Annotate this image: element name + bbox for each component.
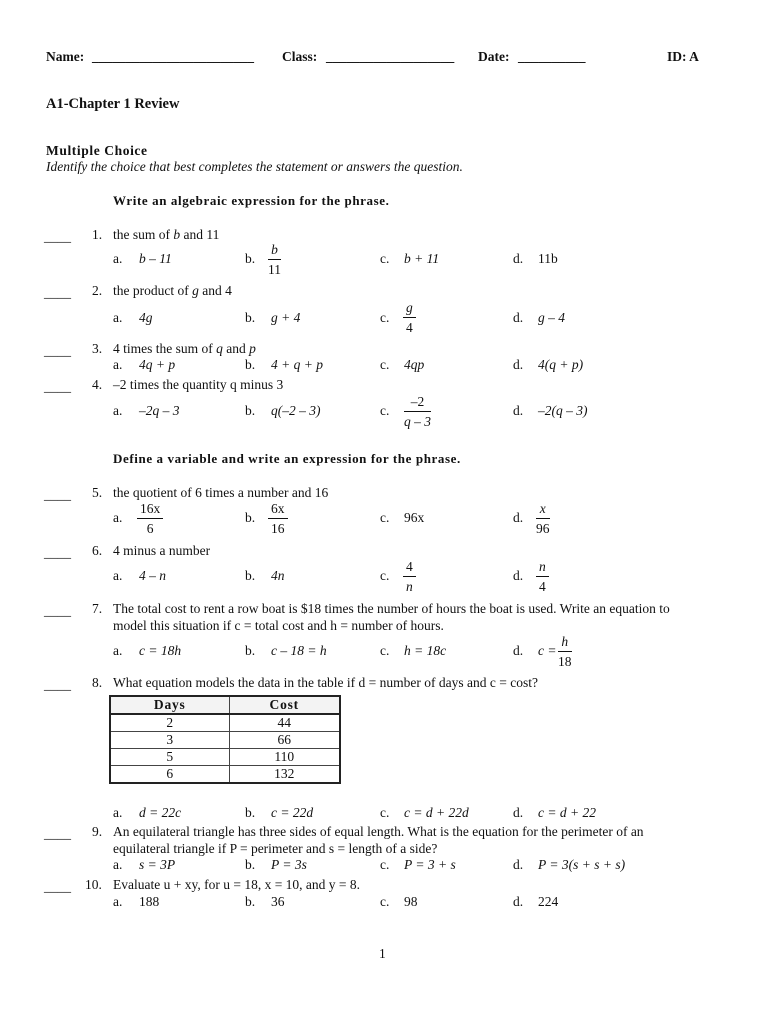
class-label: Class: xyxy=(282,49,318,64)
table-header: Cost xyxy=(229,696,340,714)
answer-blank-3[interactable]: ____ xyxy=(44,343,71,358)
choice-letter: b. xyxy=(245,894,256,909)
question-prompt-1: the sum of b and 11 xyxy=(113,227,220,242)
date-label: Date: xyxy=(478,49,510,64)
choice-letter: b. xyxy=(245,403,256,418)
answer-blank-10[interactable]: ____ xyxy=(44,879,71,894)
choice-text[interactable]: 4q + p xyxy=(139,357,176,372)
question-prompt-3: 4 times the sum of q and p xyxy=(113,341,256,356)
class-blank[interactable]: ___________________ xyxy=(326,49,455,64)
choice-text[interactable]: 4g xyxy=(139,310,153,325)
id-label: ID: A xyxy=(667,49,699,64)
table-row: 3 66 xyxy=(110,732,340,749)
choice-letter: d. xyxy=(513,568,524,583)
question-prompt-7-line1: The total cost to rent a row boat is $18 times the number of hours the boat is used. Write an equation to xyxy=(113,601,670,616)
choice-letter: c. xyxy=(380,568,390,583)
choice-letter: d. xyxy=(513,251,524,266)
answer-blank-5[interactable]: ____ xyxy=(44,487,71,502)
answer-blank-4[interactable]: ____ xyxy=(44,379,71,394)
choice-text[interactable]: P = 3s xyxy=(271,857,307,872)
choice-letter: a. xyxy=(113,805,123,820)
choice-fraction[interactable]: $\frac{-2}{q - 3}$ xyxy=(404,394,431,429)
choice-letter: d. xyxy=(513,357,524,372)
choice-letter: a. xyxy=(113,403,123,418)
choice-letter: a. xyxy=(113,643,123,658)
choice-letter: c. xyxy=(380,643,390,658)
choice-text[interactable]: 4(q + p) xyxy=(538,357,584,372)
choice-letter: a. xyxy=(113,510,123,525)
choice-letter: a. xyxy=(113,357,123,372)
choice-text[interactable]: 4n xyxy=(271,568,285,583)
choice-letter: c. xyxy=(380,251,390,266)
question-prompt-9-line1: An equilateral triangle has three sides of equal length. What is the equation for the perimeter of an xyxy=(113,824,644,839)
name-label: Name: xyxy=(46,49,85,64)
question-prompt-8: What equation models the data in the table if d = number of days and c = cost? xyxy=(113,675,538,690)
choice-text[interactable]: 224 xyxy=(538,894,559,909)
answer-blank-8[interactable]: ____ xyxy=(44,677,71,692)
question-prompt-2: the product of g and 4 xyxy=(113,283,232,298)
answer-blank-2[interactable]: ____ xyxy=(44,285,71,300)
question-prompt-10: Evaluate u + xy, for u = 18, x = 10, and y = 8. xyxy=(113,877,361,892)
date-blank[interactable]: __________ xyxy=(518,49,586,64)
answer-blank-1[interactable]: ____ xyxy=(44,229,71,244)
choice-text[interactable]: –2q – 3 xyxy=(139,403,180,418)
choice-text[interactable]: g – 4 xyxy=(538,310,565,325)
answer-blank-7[interactable]: ____ xyxy=(44,603,71,618)
choice-text[interactable]: c = d + 22 xyxy=(538,805,596,820)
choice-text[interactable]: q(–2 – 3) xyxy=(271,403,321,418)
question-prompt-4: –2 times the quantity q minus 3 xyxy=(113,377,284,392)
question-number-8: 8. xyxy=(92,675,103,690)
section-heading-1: Write an algebraic expression for the phrase. xyxy=(113,193,390,208)
choice-letter: c. xyxy=(380,510,390,525)
table-row: 6 132 xyxy=(110,766,340,784)
choice-text[interactable]: 4 – n xyxy=(139,568,166,583)
choice-letter: b. xyxy=(245,357,256,372)
choice-letter: a. xyxy=(113,568,123,583)
choice-text[interactable]: g + 4 xyxy=(271,310,301,325)
choice-text[interactable]: s = 3P xyxy=(139,857,176,872)
question-number-6: 6. xyxy=(92,543,103,558)
choice-letter: a. xyxy=(113,251,123,266)
choice-text[interactable]: c – 18 = h xyxy=(271,643,327,658)
choice-letter: d. xyxy=(513,857,524,872)
choice-letter: c. xyxy=(380,310,390,325)
choice-fraction[interactable]: $\frac{x}{96}$ xyxy=(536,501,550,536)
question-prompt-5: the quotient of 6 times a number and 16 xyxy=(113,485,329,500)
choice-text[interactable]: 96x xyxy=(404,510,425,525)
page-number: 1 xyxy=(379,946,386,961)
choice-text[interactable]: 4qp xyxy=(404,357,425,372)
choice-letter: c. xyxy=(380,894,390,909)
choice-fraction[interactable]: $\frac{h}{18}$ xyxy=(558,634,572,669)
choice-text[interactable]: b + 11 xyxy=(404,251,440,266)
choice-fraction[interactable]: $\frac{6x}{16}$ xyxy=(268,502,288,535)
choice-fraction[interactable]: $\frac{4}{n}$ xyxy=(403,560,416,593)
question-number-4: 4. xyxy=(92,377,103,392)
choice-letter: a. xyxy=(113,894,123,909)
choice-text[interactable]: c = d + 22d xyxy=(404,805,469,820)
choice-fraction[interactable]: $\frac{n}{4}$ xyxy=(536,560,549,593)
name-blank[interactable]: ________________________ xyxy=(92,49,254,64)
table-row: 5 110 xyxy=(110,749,340,766)
choice-text[interactable]: –2(q – 3) xyxy=(538,403,588,418)
choice-letter: b. xyxy=(245,568,256,583)
choice-letter: d. xyxy=(513,894,524,909)
choice-letter: b. xyxy=(245,805,256,820)
choice-letter: d. xyxy=(513,403,524,418)
section-type: Multiple Choice xyxy=(46,143,148,158)
days-cost-table xyxy=(109,695,341,784)
question-number-7: 7. xyxy=(92,601,103,616)
choice-text[interactable]: P = 3 + s xyxy=(404,857,456,872)
choice-letter: a. xyxy=(113,310,123,325)
choice-text[interactable]: h = 18c xyxy=(404,643,447,658)
answer-blank-9[interactable]: ____ xyxy=(44,826,71,841)
table-row: 2 44 xyxy=(110,714,340,732)
instructions: Identify the choice that best completes the statement or answers the question. xyxy=(46,159,463,174)
answer-blank-6[interactable]: ____ xyxy=(44,545,71,560)
choice-text[interactable]: c = 22d xyxy=(271,805,314,820)
choice-letter: c. xyxy=(380,357,390,372)
choice-letter: c. xyxy=(380,403,390,418)
question-number-5: 5. xyxy=(92,485,103,500)
choice-letter: b. xyxy=(245,251,256,266)
question-number-9: 9. xyxy=(92,824,103,839)
choice-letter: d. xyxy=(513,510,524,525)
choice-letter: d. xyxy=(513,310,524,325)
question-number-2: 2. xyxy=(92,283,103,298)
question-prompt-7-line2: model this situation if c = total cost and h = number of hours. xyxy=(113,618,444,633)
section-heading-2: Define a variable and write an expression for the phrase. xyxy=(113,451,461,466)
choice-fraction[interactable]: $\frac{b}{11}$ xyxy=(268,242,281,277)
question-prompt-6: 4 minus a number xyxy=(113,543,211,558)
choice-letter: c. xyxy=(380,805,390,820)
question-prompt-9-line2: equilateral triangle if P = perimeter and s = length of a side? xyxy=(113,841,438,856)
table-header: Days xyxy=(110,696,229,714)
choice-text[interactable]: 4 + q + p xyxy=(271,357,323,372)
choice-letter: d. xyxy=(513,643,524,658)
choice-lhs[interactable]: c = xyxy=(538,643,557,658)
choice-fraction[interactable]: $\frac{16x}{6}$ xyxy=(137,502,163,535)
choice-letter: b. xyxy=(245,643,256,658)
choice-text[interactable]: d = 22c xyxy=(139,805,182,820)
choice-fraction[interactable]: $\frac{g}{4}$ xyxy=(403,301,416,334)
choice-text[interactable]: b – 11 xyxy=(139,251,172,266)
choice-letter: d. xyxy=(513,805,524,820)
choice-letter: b. xyxy=(245,510,256,525)
choice-letter: a. xyxy=(113,857,123,872)
choice-text[interactable]: P = 3(s + s + s) xyxy=(538,857,626,872)
question-number-3: 3. xyxy=(92,341,103,356)
choice-letter: c. xyxy=(380,857,390,872)
question-number-1: 1. xyxy=(92,227,103,242)
choice-letter: b. xyxy=(245,310,256,325)
choice-letter: b. xyxy=(245,857,256,872)
choice-text[interactable]: 98 xyxy=(404,894,418,909)
question-number-10: 10. xyxy=(85,877,102,892)
page-title: A1-Chapter 1 Review xyxy=(46,96,180,112)
choice-text[interactable]: 36 xyxy=(271,894,285,909)
choice-text[interactable]: 188 xyxy=(139,894,160,909)
choice-text[interactable]: c = 18h xyxy=(139,643,182,658)
choice-text[interactable]: 11b xyxy=(538,251,558,266)
